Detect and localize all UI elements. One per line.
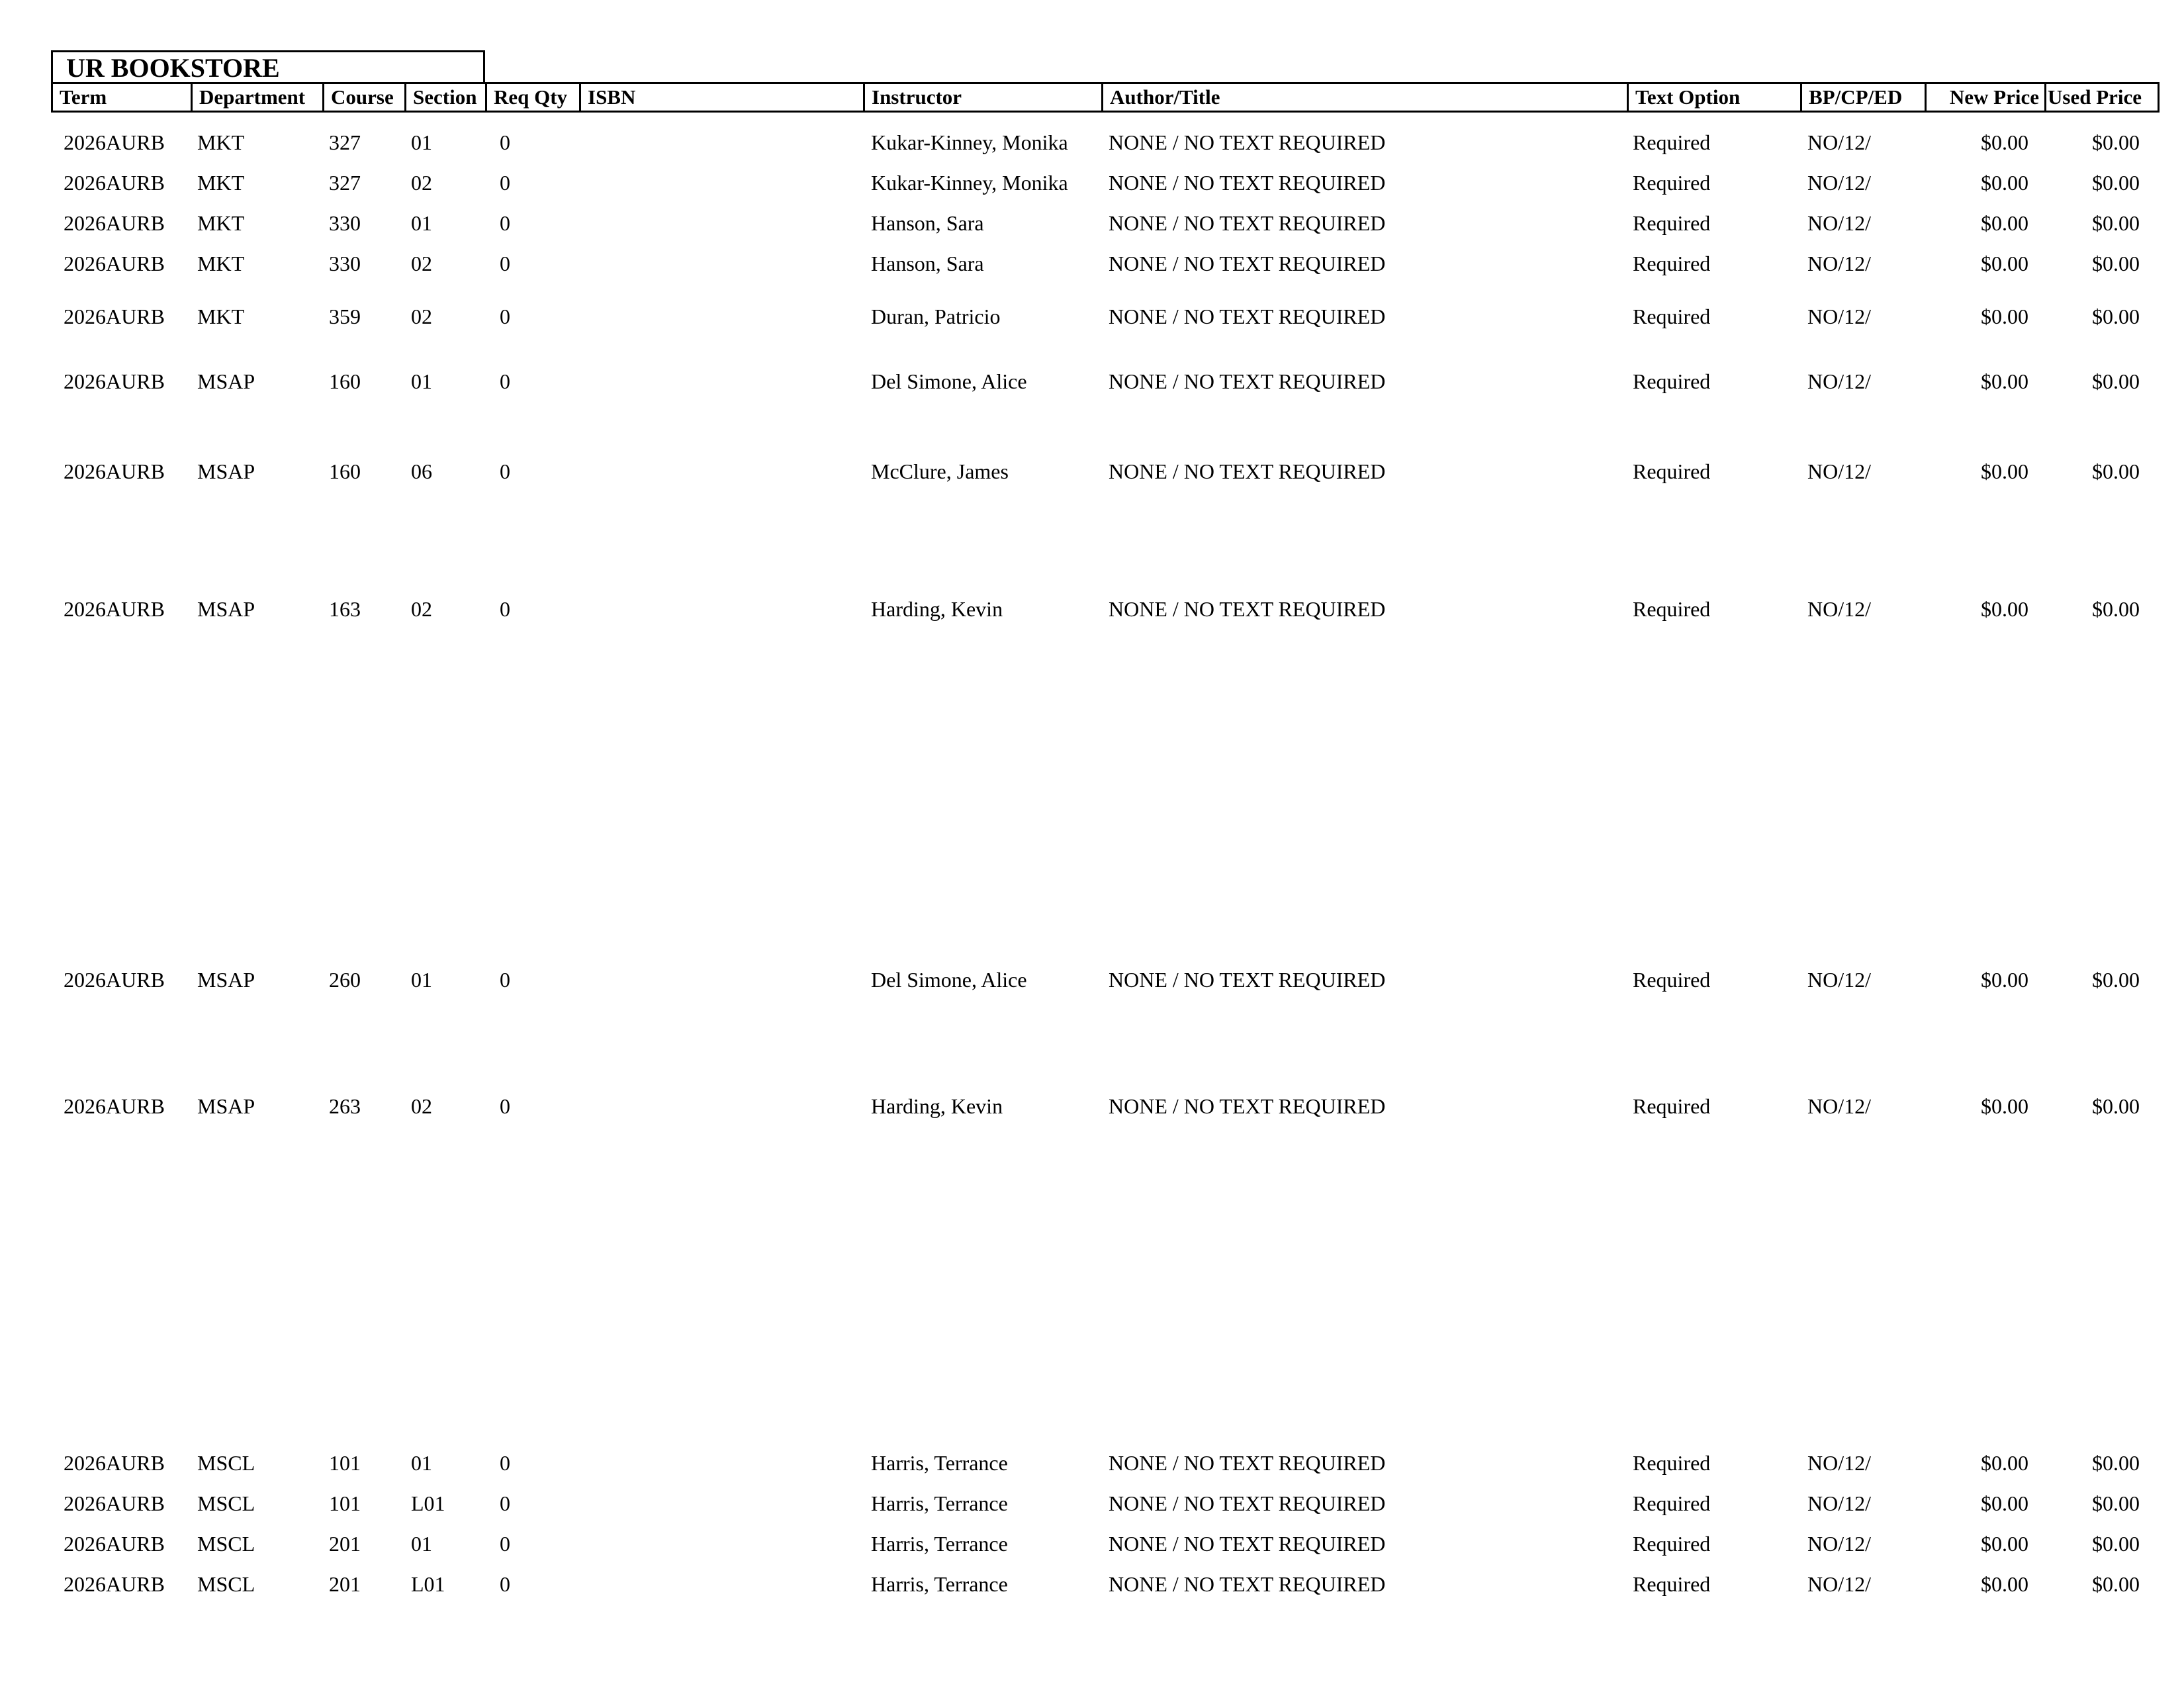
cell-department: MSCL <box>197 1572 255 1596</box>
cell-term: 2026AURB <box>64 1572 165 1596</box>
cell-course: 160 <box>329 369 361 393</box>
table-row <box>0 210 2184 236</box>
cell-section: L01 <box>411 1491 445 1515</box>
cell-term: 2026AURB <box>64 305 165 328</box>
table-row <box>0 303 2184 330</box>
cell-author-title: NONE / NO TEXT REQUIRED <box>1109 211 1386 235</box>
cell-bp-cp-ed: NO/12/ <box>1807 1572 1871 1596</box>
cell-course: 163 <box>329 597 361 621</box>
cell-used-price: $0.00 <box>2092 1572 2140 1596</box>
cell-section: 02 <box>411 1094 432 1118</box>
header-course: Course <box>331 85 394 109</box>
cell-new-price: $0.00 <box>1981 369 2028 393</box>
cell-author-title: NONE / NO TEXT REQUIRED <box>1109 171 1386 195</box>
cell-bp-cp-ed: NO/12/ <box>1807 1532 1871 1556</box>
cell-bp-cp-ed: NO/12/ <box>1807 597 1871 621</box>
cell-text-option: Required <box>1633 305 1711 328</box>
table-row <box>0 368 2184 395</box>
cell-department: MKT <box>197 130 245 154</box>
cell-course: 327 <box>329 171 361 195</box>
cell-term: 2026AURB <box>64 369 165 393</box>
cell-used-price: $0.00 <box>2092 968 2140 992</box>
header-department: Department <box>199 85 306 109</box>
cell-course: 201 <box>329 1572 361 1596</box>
cell-term: 2026AURB <box>64 1491 165 1515</box>
cell-req-qty: 0 <box>500 1451 510 1475</box>
table-row <box>0 1490 2184 1517</box>
cell-department: MSCL <box>197 1451 255 1475</box>
cell-department: MSAP <box>197 968 255 992</box>
cell-req-qty: 0 <box>500 968 510 992</box>
cell-bp-cp-ed: NO/12/ <box>1807 130 1871 154</box>
table-row <box>0 596 2184 622</box>
cell-instructor: Harding, Kevin <box>871 1094 1003 1118</box>
header-used-price: Used Price <box>2048 85 2142 109</box>
cell-term: 2026AURB <box>64 130 165 154</box>
cell-req-qty: 0 <box>500 171 510 195</box>
cell-instructor: Hanson, Sara <box>871 211 984 235</box>
cell-instructor: Harris, Terrance <box>871 1451 1008 1475</box>
table-row <box>0 250 2184 277</box>
cell-used-price: $0.00 <box>2092 1451 2140 1475</box>
cell-section: 01 <box>411 130 432 154</box>
cell-bp-cp-ed: NO/12/ <box>1807 171 1871 195</box>
cell-text-option: Required <box>1633 1451 1711 1475</box>
cell-department: MSAP <box>197 369 255 393</box>
cell-req-qty: 0 <box>500 1094 510 1118</box>
cell-department: MKT <box>197 305 245 328</box>
cell-bp-cp-ed: NO/12/ <box>1807 1491 1871 1515</box>
cell-author-title: NONE / NO TEXT REQUIRED <box>1109 1451 1386 1475</box>
table-row <box>0 1450 2184 1476</box>
cell-new-price: $0.00 <box>1981 1451 2028 1475</box>
cell-new-price: $0.00 <box>1981 1094 2028 1118</box>
cell-department: MSAP <box>197 459 255 483</box>
cell-text-option: Required <box>1633 1491 1711 1515</box>
header-author-title: Author/Title <box>1110 85 1220 109</box>
cell-req-qty: 0 <box>500 1532 510 1556</box>
cell-new-price: $0.00 <box>1981 171 2028 195</box>
cell-course: 101 <box>329 1491 361 1515</box>
cell-used-price: $0.00 <box>2092 1532 2140 1556</box>
cell-section: 01 <box>411 1532 432 1556</box>
cell-used-price: $0.00 <box>2092 597 2140 621</box>
cell-term: 2026AURB <box>64 597 165 621</box>
cell-req-qty: 0 <box>500 597 510 621</box>
cell-new-price: $0.00 <box>1981 459 2028 483</box>
cell-author-title: NONE / NO TEXT REQUIRED <box>1109 130 1386 154</box>
cell-req-qty: 0 <box>500 1491 510 1515</box>
cell-author-title: NONE / NO TEXT REQUIRED <box>1109 1094 1386 1118</box>
cell-department: MSCL <box>197 1532 255 1556</box>
cell-used-price: $0.00 <box>2092 252 2140 275</box>
cell-course: 201 <box>329 1532 361 1556</box>
cell-new-price: $0.00 <box>1981 1532 2028 1556</box>
cell-author-title: NONE / NO TEXT REQUIRED <box>1109 597 1386 621</box>
cell-text-option: Required <box>1633 1572 1711 1596</box>
cell-section: 06 <box>411 459 432 483</box>
table-row <box>0 1530 2184 1557</box>
cell-used-price: $0.00 <box>2092 130 2140 154</box>
cell-bp-cp-ed: NO/12/ <box>1807 252 1871 275</box>
cell-used-price: $0.00 <box>2092 171 2140 195</box>
header-bp-cp-ed: BP/CP/ED <box>1809 85 1903 109</box>
cell-new-price: $0.00 <box>1981 968 2028 992</box>
report-title-box <box>51 50 485 82</box>
cell-new-price: $0.00 <box>1981 252 2028 275</box>
cell-section: 02 <box>411 252 432 275</box>
cell-new-price: $0.00 <box>1981 130 2028 154</box>
cell-text-option: Required <box>1633 1532 1711 1556</box>
cell-term: 2026AURB <box>64 171 165 195</box>
cell-section: 01 <box>411 369 432 393</box>
table-row <box>0 1571 2184 1597</box>
cell-req-qty: 0 <box>500 1572 510 1596</box>
report-title: UR BOOKSTORE <box>66 53 280 83</box>
cell-text-option: Required <box>1633 459 1711 483</box>
cell-instructor: Kukar-Kinney, Monika <box>871 171 1068 195</box>
cell-section: 02 <box>411 305 432 328</box>
cell-course: 330 <box>329 211 361 235</box>
cell-author-title: NONE / NO TEXT REQUIRED <box>1109 252 1386 275</box>
cell-instructor: Hanson, Sara <box>871 252 984 275</box>
cell-instructor: Harris, Terrance <box>871 1572 1008 1596</box>
cell-term: 2026AURB <box>64 1451 165 1475</box>
cell-section: L01 <box>411 1572 445 1596</box>
cell-used-price: $0.00 <box>2092 459 2140 483</box>
header-section: Section <box>413 85 477 109</box>
cell-author-title: NONE / NO TEXT REQUIRED <box>1109 968 1386 992</box>
cell-author-title: NONE / NO TEXT REQUIRED <box>1109 369 1386 393</box>
cell-department: MSAP <box>197 597 255 621</box>
cell-req-qty: 0 <box>500 130 510 154</box>
header-req-qty: Req Qty <box>494 85 568 109</box>
cell-used-price: $0.00 <box>2092 211 2140 235</box>
header-new-price: New Price <box>1949 85 2039 109</box>
cell-course: 101 <box>329 1451 361 1475</box>
cell-course: 160 <box>329 459 361 483</box>
cell-text-option: Required <box>1633 211 1711 235</box>
cell-new-price: $0.00 <box>1981 211 2028 235</box>
cell-instructor: Del Simone, Alice <box>871 369 1027 393</box>
cell-req-qty: 0 <box>500 211 510 235</box>
cell-used-price: $0.00 <box>2092 1094 2140 1118</box>
cell-department: MKT <box>197 211 245 235</box>
header-text-option: Text Option <box>1635 85 1741 109</box>
cell-author-title: NONE / NO TEXT REQUIRED <box>1109 1491 1386 1515</box>
table-header-row <box>51 82 2160 113</box>
table-row <box>0 129 2184 156</box>
cell-text-option: Required <box>1633 171 1711 195</box>
table-row <box>0 169 2184 196</box>
cell-author-title: NONE / NO TEXT REQUIRED <box>1109 459 1386 483</box>
cell-author-title: NONE / NO TEXT REQUIRED <box>1109 1572 1386 1596</box>
cell-department: MKT <box>197 252 245 275</box>
cell-bp-cp-ed: NO/12/ <box>1807 1094 1871 1118</box>
cell-author-title: NONE / NO TEXT REQUIRED <box>1109 1532 1386 1556</box>
cell-term: 2026AURB <box>64 252 165 275</box>
cell-author-title: NONE / NO TEXT REQUIRED <box>1109 305 1386 328</box>
cell-text-option: Required <box>1633 1094 1711 1118</box>
header-isbn: ISBN <box>588 85 636 109</box>
cell-text-option: Required <box>1633 130 1711 154</box>
cell-text-option: Required <box>1633 597 1711 621</box>
cell-section: 02 <box>411 171 432 195</box>
cell-used-price: $0.00 <box>2092 1491 2140 1515</box>
cell-new-price: $0.00 <box>1981 305 2028 328</box>
table-row <box>0 1093 2184 1119</box>
cell-course: 359 <box>329 305 361 328</box>
header-instructor: Instructor <box>872 85 962 109</box>
cell-text-option: Required <box>1633 252 1711 275</box>
cell-new-price: $0.00 <box>1981 1572 2028 1596</box>
cell-instructor: McClure, James <box>871 459 1009 483</box>
cell-instructor: Harris, Terrance <box>871 1491 1008 1515</box>
cell-department: MSCL <box>197 1491 255 1515</box>
cell-req-qty: 0 <box>500 252 510 275</box>
cell-bp-cp-ed: NO/12/ <box>1807 305 1871 328</box>
cell-section: 01 <box>411 211 432 235</box>
cell-req-qty: 0 <box>500 305 510 328</box>
cell-term: 2026AURB <box>64 1094 165 1118</box>
cell-req-qty: 0 <box>500 369 510 393</box>
cell-term: 2026AURB <box>64 1532 165 1556</box>
cell-bp-cp-ed: NO/12/ <box>1807 459 1871 483</box>
cell-department: MSAP <box>197 1094 255 1118</box>
cell-term: 2026AURB <box>64 968 165 992</box>
cell-term: 2026AURB <box>64 211 165 235</box>
cell-instructor: Duran, Patricio <box>871 305 1001 328</box>
cell-course: 263 <box>329 1094 361 1118</box>
cell-req-qty: 0 <box>500 459 510 483</box>
cell-instructor: Kukar-Kinney, Monika <box>871 130 1068 154</box>
cell-section: 02 <box>411 597 432 621</box>
cell-course: 330 <box>329 252 361 275</box>
cell-text-option: Required <box>1633 369 1711 393</box>
cell-department: MKT <box>197 171 245 195</box>
cell-term: 2026AURB <box>64 459 165 483</box>
table-row <box>0 458 2184 485</box>
cell-course: 260 <box>329 968 361 992</box>
cell-instructor: Del Simone, Alice <box>871 968 1027 992</box>
cell-new-price: $0.00 <box>1981 597 2028 621</box>
cell-text-option: Required <box>1633 968 1711 992</box>
table-row <box>0 966 2184 993</box>
cell-instructor: Harris, Terrance <box>871 1532 1008 1556</box>
cell-section: 01 <box>411 968 432 992</box>
cell-course: 327 <box>329 130 361 154</box>
cell-bp-cp-ed: NO/12/ <box>1807 968 1871 992</box>
cell-instructor: Harding, Kevin <box>871 597 1003 621</box>
cell-used-price: $0.00 <box>2092 305 2140 328</box>
cell-used-price: $0.00 <box>2092 369 2140 393</box>
header-term: Term <box>60 85 107 109</box>
cell-section: 01 <box>411 1451 432 1475</box>
cell-bp-cp-ed: NO/12/ <box>1807 211 1871 235</box>
cell-new-price: $0.00 <box>1981 1491 2028 1515</box>
cell-bp-cp-ed: NO/12/ <box>1807 369 1871 393</box>
cell-bp-cp-ed: NO/12/ <box>1807 1451 1871 1475</box>
